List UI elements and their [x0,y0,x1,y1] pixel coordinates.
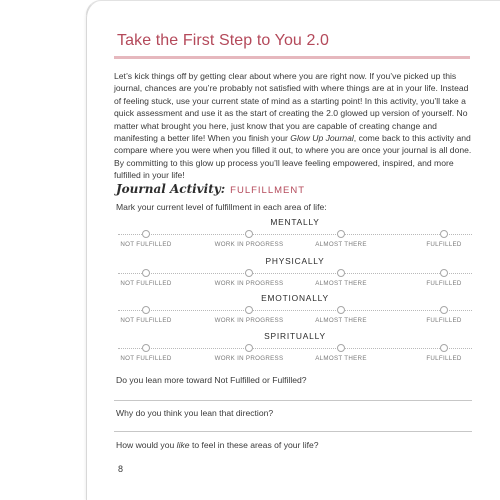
scale-area-label: SPIRITUALLY [264,331,326,341]
scale-point-marker[interactable] [440,306,448,314]
scale-point-marker[interactable] [440,269,448,277]
scale-point-marker[interactable] [245,230,253,238]
scale-point-label: ALMOST THERE [315,317,367,324]
scale-point-marker[interactable] [245,269,253,277]
scale-line [118,310,472,311]
scale-point-label: FULFILLED [426,355,462,362]
scale-point-marker[interactable] [337,344,345,352]
scale-point-marker[interactable] [337,230,345,238]
intro-book-title: Glow Up Journal [290,133,354,144]
scale-point-marker[interactable] [337,306,345,314]
scale-point-marker[interactable] [440,344,448,352]
intro-text-1: Let’s kick things off by getting clear about where you are right now. If you’ve picked up this journal, chances are you’re probably not satisfied with where things are at in your life. Instead of feeling stuck, use your current state of mind as a starting point! In this activity, you’ll take a quick assessment and use it as the start of creating the 2.0 glowed up version of yourself. No matter what brought you here, just know that you are capable of creating change and manifesting a better life! When you finish your [114,71,469,144]
question-text-italic: like [176,440,190,450]
journal-activity-heading [116,182,305,196]
scale-point-marker[interactable] [245,306,253,314]
scale-line [118,273,472,274]
scale-point-label: WORK IN PROGRESS [214,241,284,248]
scale-point-label: NOT FULFILLED [120,241,172,248]
section-title: Take the First Step to You 2.0 [117,32,330,49]
scale-point-label: FULFILLED [426,280,462,287]
scale-point-marker[interactable] [142,306,150,314]
answer-line[interactable] [114,431,472,432]
scale-point-marker[interactable] [142,269,150,277]
title-underline [114,56,470,59]
question-text-after: to feel in these areas of your life? [189,440,319,450]
scale-point-label: NOT FULFILLED [120,355,172,362]
scale-spiritually [116,331,474,367]
scale-point-label: NOT FULFILLED [120,280,172,287]
question-like-to-feel [116,440,319,450]
scale-physically [116,256,474,292]
scale-point-label: WORK IN PROGRESS [214,355,284,362]
scale-point-marker[interactable] [440,230,448,238]
scale-area-label: EMOTIONALLY [261,293,329,303]
question-text-before: How would you [116,440,177,450]
scale-line [118,234,472,235]
scale-point-marker[interactable] [337,269,345,277]
scale-point-label: WORK IN PROGRESS [214,317,284,324]
scale-point-label: ALMOST THERE [315,241,367,248]
page-number: 8 [118,464,124,474]
scale-line [118,348,472,349]
journal-activity-script: Journal Activity: [116,182,226,196]
scale-point-label: ALMOST THERE [315,280,367,287]
intro-paragraph [114,70,472,182]
scale-area-label: MENTALLY [270,217,320,227]
scale-point-marker[interactable] [142,230,150,238]
page-edge [86,0,500,15]
answer-line[interactable] [114,400,472,401]
scale-point-marker[interactable] [142,344,150,352]
scale-point-label: FULFILLED [426,317,462,324]
intro-text-2: , come back to this activity and compare where you were when you filled it out, to where you are once your journal is all done. By committing to this glow up process you’ll leave feeling empowered, inspired, and more fulfilled in your life! [114,133,472,181]
activity-kicker: FULFILLMENT [230,185,306,196]
scale-point-label: WORK IN PROGRESS [214,280,284,287]
scale-point-label: NOT FULFILLED [120,317,172,324]
question-why: Why do you think you lean that direction? [116,408,274,418]
instruction-text: Mark your current level of fulfillment in each area of life: [116,202,327,212]
scale-emotionally [116,293,474,329]
scale-area-label: PHYSICALLY [265,256,325,266]
question-lean: Do you lean more toward Not Fulfilled or Fulfilled? [116,375,307,385]
scale-point-label: ALMOST THERE [315,355,367,362]
scale-point-marker[interactable] [245,344,253,352]
scale-point-label: FULFILLED [426,241,462,248]
scale-mentally [116,217,474,253]
